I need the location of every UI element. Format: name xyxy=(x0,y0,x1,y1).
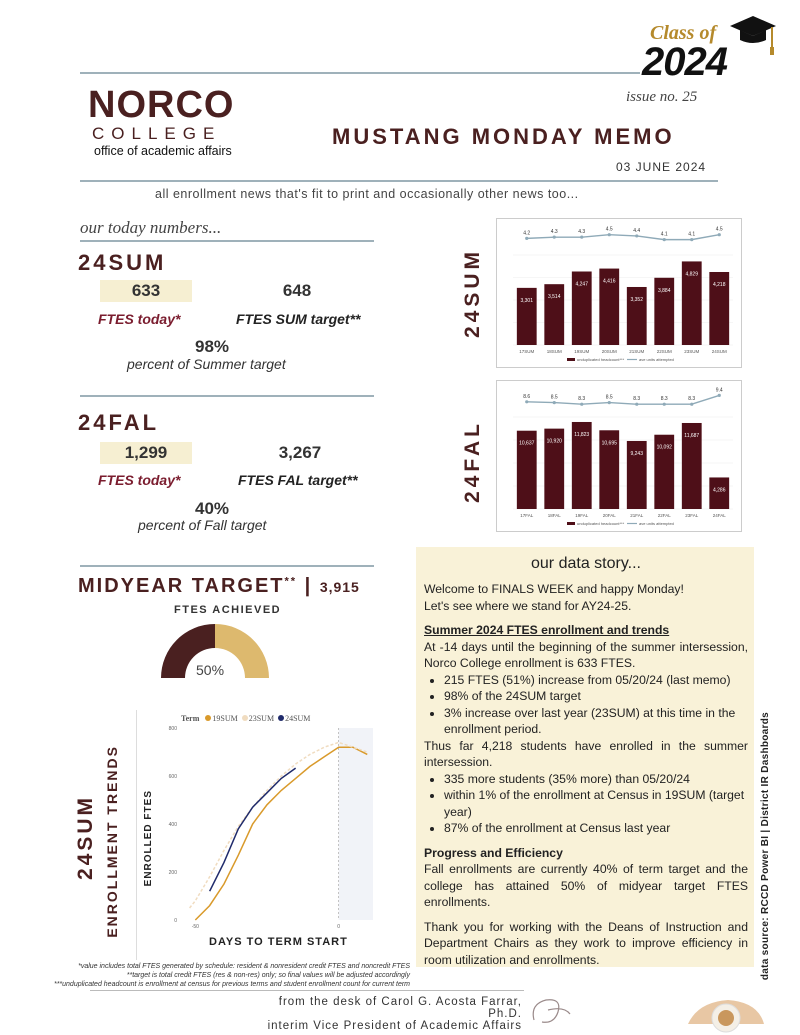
sum-percent: 98% xyxy=(194,337,230,356)
line-point xyxy=(690,238,693,241)
y-tick-label: 400 xyxy=(168,822,177,828)
midyear-title-text: MIDYEAR TARGET xyxy=(78,575,285,597)
sum-percent-label: percent of Summer target xyxy=(127,356,286,372)
x-tick-label: 18SUM xyxy=(546,349,562,354)
trends-legend xyxy=(181,714,310,723)
line-point xyxy=(718,233,721,236)
fal-bar-chart xyxy=(496,380,742,532)
trends-plot xyxy=(163,724,379,934)
coffee-cup-icon xyxy=(678,984,768,1034)
trends-chart-box xyxy=(136,710,380,960)
legend-dot-icon xyxy=(242,715,248,721)
bar-value-label: 10,920 xyxy=(546,438,562,445)
legend-label: 24SUM xyxy=(285,714,311,723)
line-value-label: 8.3 xyxy=(688,396,696,403)
legend-label: 19SUM xyxy=(212,714,238,723)
bar-value-label: 3,514 xyxy=(547,294,561,301)
story-heading: our data story... xyxy=(531,555,641,572)
story-bullet: • 3% increase over last year (23SUM) at this time in the enrollment period. xyxy=(444,705,748,738)
midyear-sep: | xyxy=(304,575,313,597)
footnotes xyxy=(16,962,410,989)
line-point xyxy=(663,238,666,241)
story-bullets1 xyxy=(444,672,748,738)
x-tick-label: 18FAL xyxy=(547,513,561,518)
bar-value-label: 11,687 xyxy=(684,432,700,439)
line-value-label: 4.5 xyxy=(605,226,613,233)
bar-value-label: 4,247 xyxy=(575,281,589,288)
bar-value-label: 3,301 xyxy=(520,297,534,304)
trends-xlabel: DAYS TO TERM START xyxy=(209,936,348,948)
legend-label: unduplicated headcount*** xyxy=(577,521,625,526)
story-para3: Fall enrollments are currently 40% of term target and the college has attained 50% of midyear target FTES enrollments. xyxy=(424,862,748,909)
series-line-24SUM xyxy=(210,768,296,891)
line-value-label: 8.6 xyxy=(523,393,531,400)
sum-term-label: 24SUM xyxy=(78,250,167,275)
x-tick-label: 23SUM xyxy=(684,349,700,354)
line-value-label: 4.5 xyxy=(715,226,723,233)
line-value-label: 8.3 xyxy=(578,396,586,403)
post-start-region xyxy=(339,728,373,920)
page-title: MUSTANG MONDAY MEMO xyxy=(332,124,675,149)
x-tick-label: 19SUM xyxy=(574,349,590,354)
bar-value-label: 3,884 xyxy=(657,287,671,294)
logo-line2: COLLEGE xyxy=(92,124,222,143)
legend-dot-icon xyxy=(278,715,284,721)
legend-label: unduplicated headcount*** xyxy=(577,357,625,362)
midyear-gauge-percent: 50% xyxy=(196,662,225,678)
y-tick-label: 200 xyxy=(168,870,177,876)
line-value-label: 4.3 xyxy=(578,229,586,236)
midyear-value: 3,915 xyxy=(319,579,360,595)
story-bullet: • 335 more students (35% more) than 05/20/24 xyxy=(444,771,748,788)
norco-logo xyxy=(88,86,234,158)
line-value-label: 8.3 xyxy=(660,396,668,403)
x-tick-label: 17SUM xyxy=(519,349,535,354)
fal-percent-label: percent of Fall target xyxy=(138,517,267,533)
bar-value-label: 4,218 xyxy=(712,281,726,288)
trends-title: ENROLLMENT TRENDS xyxy=(104,745,120,938)
sum-today-label: FTES today* xyxy=(98,311,181,327)
bar-value-label: 11,823 xyxy=(574,431,590,438)
x-tick-label: 22FAL xyxy=(657,513,671,518)
badge-line1: Class of xyxy=(650,22,717,44)
signoff-line2: interim Vice President of Academic Affairs xyxy=(267,1020,522,1032)
midyear-achieved-label: FTES ACHIEVED xyxy=(174,604,282,616)
story-intro1: Welcome to FINALS WEEK and happy Monday! xyxy=(424,582,684,596)
x-tick-label: 24SUM xyxy=(711,349,727,354)
bar-value-label: 3,352 xyxy=(630,296,644,303)
signoff-line1: from the desk of Carol G. Acosta Farrar, Ph.D. xyxy=(278,996,522,1020)
x-tick-label: -50 xyxy=(191,924,199,930)
x-tick-label: 20FAL xyxy=(602,513,616,518)
line-point xyxy=(608,401,611,404)
sum-target-label: FTES SUM target** xyxy=(236,311,361,327)
story-para1: At -14 days until the beginning of the summer intersession, Norco College enrollment is 633 FTES. xyxy=(424,639,748,670)
x-tick-label: 21FAL xyxy=(630,513,644,518)
logo-line1: NORCO xyxy=(88,84,235,126)
trends-legend-items xyxy=(201,714,310,723)
story-bullet: • 215 FTES (51%) increase from 05/20/24 (last memo) xyxy=(444,672,748,689)
story-para4: Thank you for working with the Deans of Instruction and Department Chairs as they work to improve efficiency in room utilization and enrollments. xyxy=(424,919,748,967)
line-point xyxy=(580,403,583,406)
line-point xyxy=(553,236,556,239)
line-value-label: 4.1 xyxy=(660,231,668,238)
line-point xyxy=(525,400,528,403)
line-value-label: 4.4 xyxy=(633,227,641,234)
fal-today-label: FTES today* xyxy=(98,472,181,488)
issue-date: 03 JUNE 2024 xyxy=(616,160,707,174)
fal-target-value: 3,267 xyxy=(278,443,322,462)
x-tick-label: 19FAL xyxy=(575,513,589,518)
legend-label: 23SUM xyxy=(248,714,275,723)
x-tick-label: 21SUM xyxy=(629,349,645,354)
line-value-label: 4.1 xyxy=(688,231,696,238)
bar-value-label: 4,286 xyxy=(712,487,726,494)
fal-term-label: 24FAL xyxy=(78,410,160,435)
signature-mark-icon xyxy=(528,992,574,1028)
footnote: *value includes total FTES generated by schedule: resident & nonresident credit FTES and noncredit FTES xyxy=(78,963,410,970)
bar-value-label: 4,416 xyxy=(602,278,616,285)
line-value-label: 8.5 xyxy=(550,394,558,401)
tagline: all enrollment news that's fit to print and occasionally other news too... xyxy=(155,187,579,201)
x-tick-label: 23FAL xyxy=(685,513,699,518)
today-heading: our today numbers... xyxy=(80,218,222,237)
legend-label: ave units attempted xyxy=(639,521,674,526)
sum-side-label: 24SUM xyxy=(461,248,484,339)
bar-value-label: 10,092 xyxy=(656,444,672,451)
x-tick-label: 17FAL xyxy=(520,513,534,518)
midyear-stars: ** xyxy=(284,575,298,588)
sum-bar-plot xyxy=(497,219,741,367)
fal-percent: 40% xyxy=(194,499,230,518)
fal-today-value: 1,299 xyxy=(100,442,192,464)
class-of-2024-badge xyxy=(640,14,780,84)
bar xyxy=(517,288,537,345)
story-bullet: • 98% of the 24SUM target xyxy=(444,688,748,705)
data-source: data source: RCCD Power BI | District IR Dashboards xyxy=(760,712,771,981)
trends-ylabel: ENROLLED FTES xyxy=(143,790,154,887)
line-value-label: 4.3 xyxy=(550,229,558,236)
bar xyxy=(627,287,647,345)
fal-bar-plot xyxy=(497,381,741,531)
x-tick-label: 22SUM xyxy=(656,349,672,354)
story-bullet: • within 1% of the enrollment at Census in 19SUM (target year) xyxy=(444,787,748,820)
footnote: **target is total credit FTES (res & non-res) only; so final values will be adjusted accordingly xyxy=(126,972,410,979)
graduation-cap-icon xyxy=(728,14,778,60)
legend-bar-swatch xyxy=(567,522,575,525)
line-point xyxy=(635,403,638,406)
issue-number: issue no. 25 xyxy=(626,89,698,105)
x-tick-label: 24FAL xyxy=(712,513,726,518)
midyear-title xyxy=(78,575,360,598)
story-bullets2 xyxy=(444,771,748,837)
line-value-label: 8.5 xyxy=(605,394,613,401)
bar-value-label: 9,243 xyxy=(630,450,644,457)
line-point xyxy=(718,394,721,397)
legend-bar-swatch xyxy=(567,358,575,361)
data-story-panel xyxy=(416,547,754,967)
legend-dot-icon xyxy=(205,715,211,721)
fal-target-label: FTES FAL target** xyxy=(238,472,358,488)
line-point xyxy=(663,403,666,406)
line-point xyxy=(635,234,638,237)
x-tick-label: 0 xyxy=(337,924,341,930)
line-point xyxy=(580,236,583,239)
trends-term-label: 24SUM xyxy=(74,795,97,881)
fal-side-label: 24FAL xyxy=(461,420,484,504)
line-point xyxy=(525,237,528,240)
line-value-label: 9.4 xyxy=(715,387,723,394)
line-value-label: 8.3 xyxy=(633,396,641,403)
y-tick-label: 0 xyxy=(174,918,177,924)
line-point xyxy=(690,403,693,406)
line-value-label: 4.2 xyxy=(523,230,531,237)
line-point xyxy=(608,233,611,236)
sum-bar-chart xyxy=(496,218,742,368)
bar-value-label: 10,695 xyxy=(601,440,617,447)
bar-value-label: 10,637 xyxy=(519,440,535,447)
line-point xyxy=(553,401,556,404)
story-para2: Thus far 4,218 students have enrolled in the summer intersession. xyxy=(424,738,748,769)
story-heading1: Summer 2024 FTES enrollment and trends xyxy=(424,623,670,637)
trends-legend-title: Term xyxy=(181,714,200,723)
badge-line2: 2024 xyxy=(642,40,727,84)
story-heading2: Progress and Efficiency xyxy=(424,845,563,860)
x-tick-label: 20SUM xyxy=(601,349,617,354)
story-intro2: Let's see where we stand for AY24-25. xyxy=(424,598,632,613)
story-bullet: • 87% of the enrollment at Census last year xyxy=(444,820,748,837)
y-tick-label: 800 xyxy=(168,726,177,732)
signoff xyxy=(250,996,522,1032)
sum-today-value: 633 xyxy=(100,280,192,302)
y-tick-label: 600 xyxy=(168,774,177,780)
logo-line3: office of academic affairs xyxy=(94,144,232,158)
footnote: ***unduplicated headcount is enrollment at census for previous terms and student enrollment count for current term xyxy=(53,981,410,988)
bar-value-label: 4,829 xyxy=(685,271,699,278)
legend-label: ave units attempted xyxy=(639,357,674,362)
sum-target-value: 648 xyxy=(282,281,312,300)
